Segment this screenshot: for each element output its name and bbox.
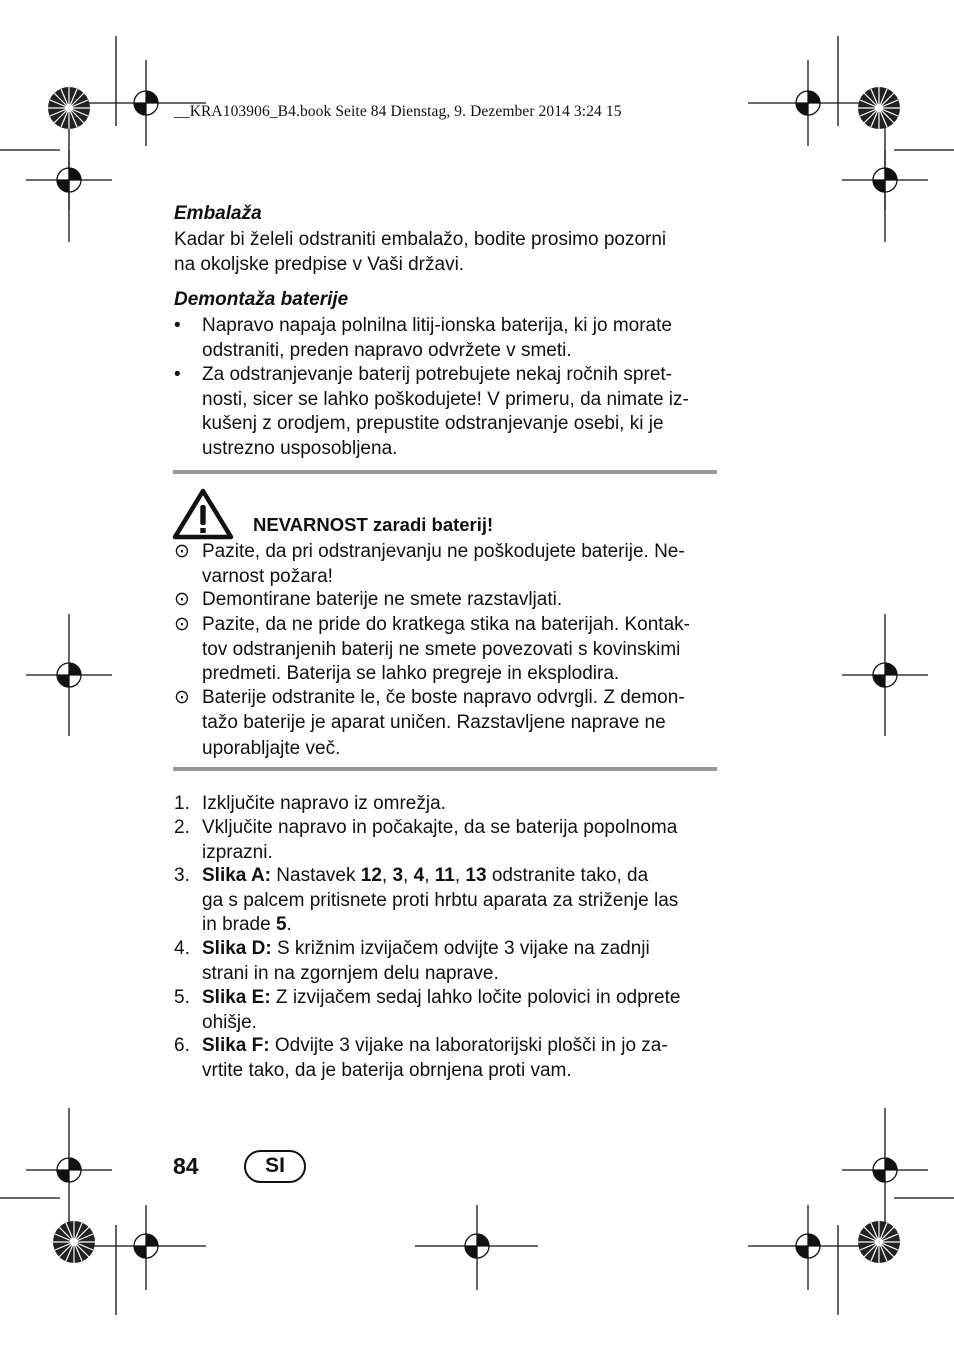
figure-label: Slika E:	[202, 987, 271, 1008]
part-number: 5	[275, 914, 287, 935]
step-number: 4.	[174, 938, 190, 959]
bullet-icon: •	[174, 364, 181, 385]
step-number: 2.	[174, 817, 190, 838]
packaging-text	[174, 228, 666, 277]
text-line	[202, 864, 719, 889]
page-number: 84	[173, 1153, 199, 1179]
text-line: ga s palcem pritisnete proti hrbtu aparata za striženje las	[202, 889, 679, 911]
part-number: 11	[434, 865, 455, 886]
text-line: predmeti. Baterija se lahko pregreje in eksplodira.	[202, 663, 620, 684]
text-run: Odvijte 3 vijake na laboratorijski plošči in jo za-	[269, 1035, 668, 1056]
step-number: 3.	[174, 865, 190, 886]
text-line: nosti, sicer se lahko poškodujete! V primeru, da nimate iz-	[202, 388, 689, 410]
text-line: strani in na zgornjem delu naprave.	[202, 962, 499, 984]
text-line: tov odstranjenih baterij ne smete povezovati s kovinskimi	[202, 638, 681, 660]
circled-dot-icon: ⊙	[174, 687, 190, 708]
text-line	[202, 1034, 719, 1059]
text-line: tažo baterije je aparat uničen. Razstavljene naprave ne	[202, 711, 666, 733]
circled-dot-icon: ⊙	[174, 614, 190, 635]
warning-bottom-rule	[173, 767, 717, 771]
figure-label: Slika F:	[202, 1035, 270, 1056]
text-line: ohišje.	[202, 1011, 257, 1033]
text-line: na okoljske predpise v Vaši državi.	[174, 253, 465, 275]
text-run: odstranite tako, da	[486, 865, 649, 886]
text-line: uporabljajte več.	[202, 738, 341, 759]
text-line: izprazni.	[202, 841, 273, 863]
part-number: 13	[465, 865, 487, 886]
text-line: Kadar bi želeli odstraniti embalažo, bodite prosimo pozorni	[174, 229, 667, 250]
figure-label: Slika A:	[202, 865, 271, 886]
text-line: Demontirane baterije ne smete razstavljati.	[202, 589, 563, 610]
text-line: Pazite, da ne pride do kratkega stika na baterijah. Kontak-	[202, 614, 690, 635]
text-run: ,	[381, 865, 393, 886]
text-run: ,	[403, 865, 414, 886]
step-number: 1.	[174, 793, 190, 814]
circled-dot-icon: ⊙	[174, 589, 190, 610]
text-line: vrtite tako, da je baterija obrnjena proti vam.	[202, 1059, 572, 1081]
battery-heading: Demontaža baterije	[174, 289, 349, 310]
text-run: S križnim izvijačem odvijte 3 vijake na zadnji	[271, 938, 650, 959]
text-run: ,	[454, 865, 466, 886]
text-line: Vključite napravo in počakajte, da se baterija popolnoma	[202, 817, 678, 838]
text-line: kušenj z orodjem, prepustite odstranjevanje osebi, ki je	[202, 413, 664, 434]
text-run: ,	[424, 865, 435, 886]
part-number: 3	[392, 865, 404, 886]
text-line: Izključite napravo iz omrežja.	[202, 793, 446, 814]
part-number: 12	[360, 865, 382, 886]
circled-dot-icon: ⊙	[174, 541, 190, 562]
figure-label: Slika D:	[202, 938, 272, 959]
warning-triangle-icon	[172, 488, 234, 540]
text-line: odstraniti, preden napravo odvržete v smeti.	[202, 339, 572, 361]
text-line	[202, 913, 719, 938]
text-run: Nastavek	[271, 865, 361, 886]
warning-title: NEVARNOST zaradi baterij!	[253, 514, 494, 535]
step-number: 6.	[174, 1035, 190, 1056]
text-line: Baterije odstranite le, če boste napravo odvrgli. Z demon-	[202, 687, 685, 708]
text-line: ustrezno usposobljena.	[202, 437, 398, 459]
text-line: Napravo napaja polnilna litij-ionska baterija, ki jo morate	[202, 315, 672, 336]
text-run: .	[286, 914, 292, 935]
text-line	[202, 986, 719, 1011]
text-line	[202, 937, 719, 962]
text-line: Za odstranjevanje baterij potrebujete nekaj ročnih spret-	[202, 364, 672, 385]
warning-top-rule	[173, 470, 717, 474]
part-number: 4	[413, 865, 425, 886]
text-run: in brade	[202, 914, 276, 935]
packaging-heading: Embalaža	[174, 203, 262, 224]
bullet-icon: •	[174, 315, 181, 336]
text-line: Pazite, da pri odstranjevanju ne poškodujete baterije. Ne-	[202, 541, 685, 562]
step-number: 5.	[174, 987, 190, 1008]
text-run: Z izvijačem sedaj lahko ločite polovici in odprete	[270, 987, 681, 1008]
print-header: __KRA103906_B4.book Seite 84 Dienstag, 9. Dezember 2014 3:24 15	[174, 103, 622, 120]
language-badge: SI	[244, 1150, 306, 1183]
text-line: varnost požara!	[202, 565, 333, 587]
